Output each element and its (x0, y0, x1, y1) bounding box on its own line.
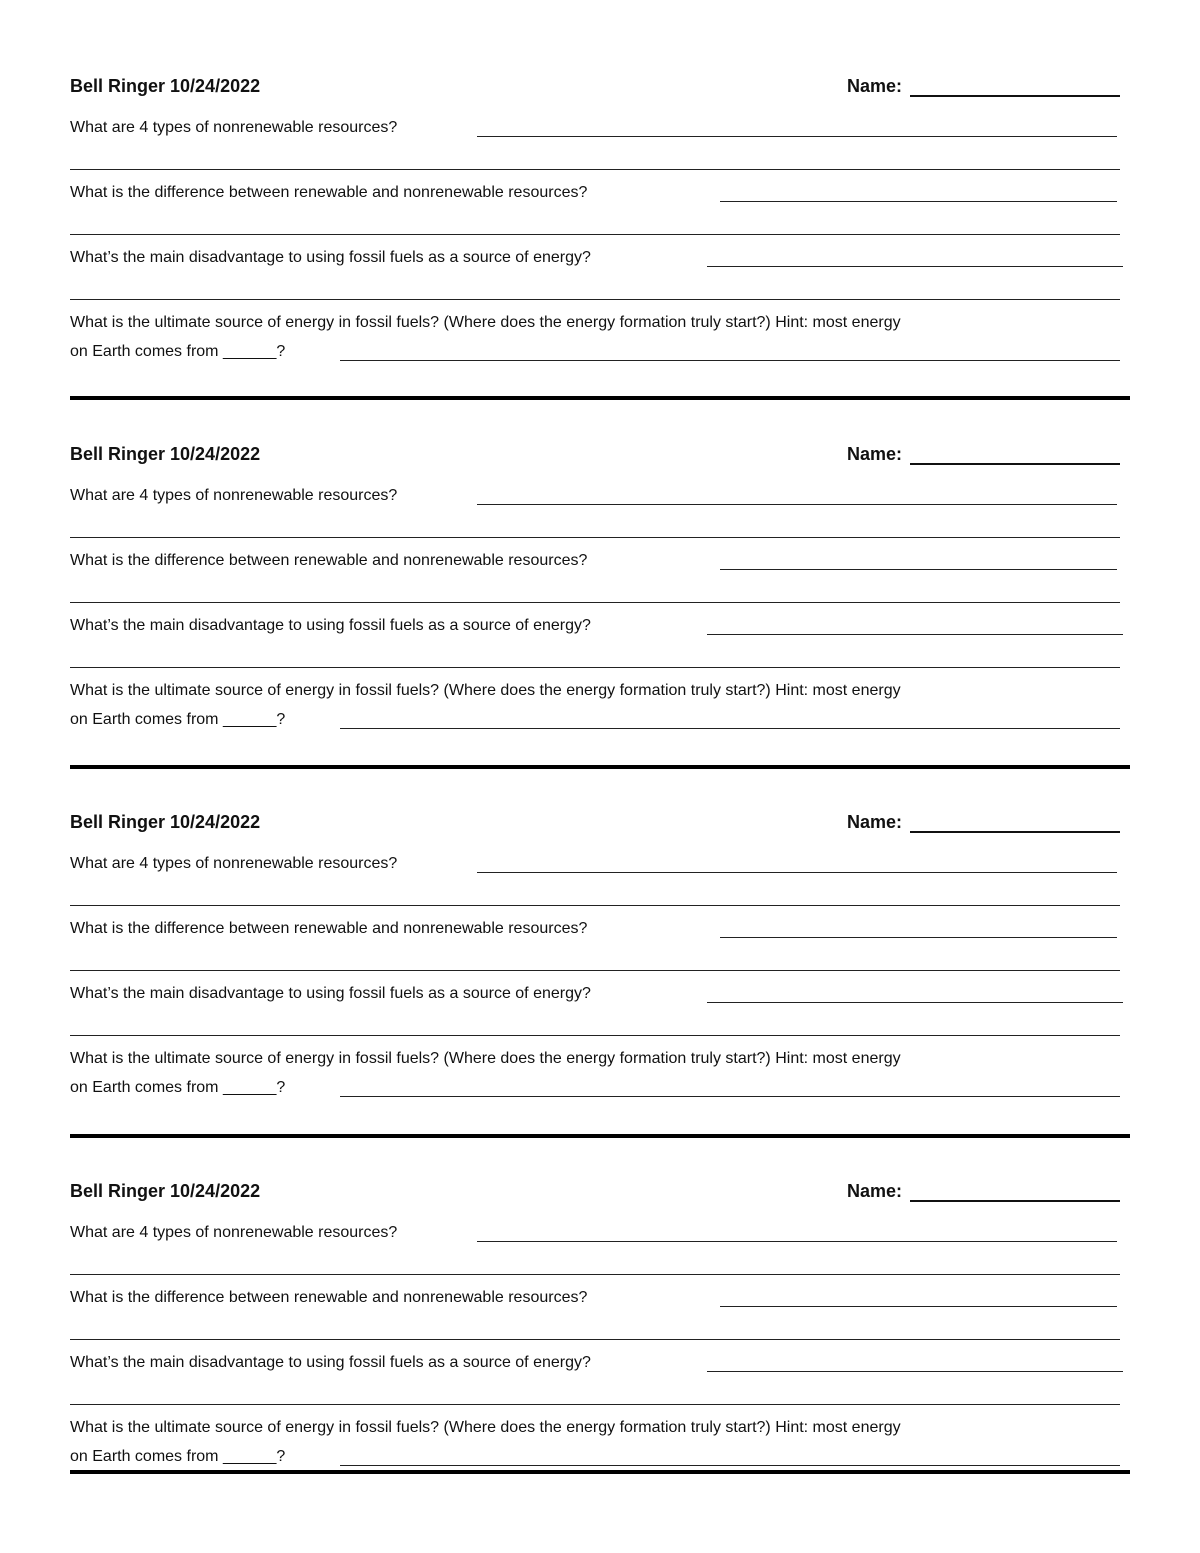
section-title: Bell Ringer 10/24/2022 (70, 812, 261, 832)
question-4-continued: on Earth comes from ______? (70, 711, 286, 728)
name-answer-line[interactable] (910, 95, 1120, 97)
name-answer-line[interactable] (910, 1200, 1120, 1202)
question-2: What is the difference between renewable and nonrenewable resources? (70, 552, 588, 569)
answer-line[interactable] (477, 504, 1117, 505)
question-4-continued: on Earth comes from ______? (70, 1079, 286, 1096)
section-divider (70, 396, 1130, 400)
question-3: What’s the main disadvantage to using fossil fuels as a source of energy? (70, 1354, 591, 1371)
section-divider (70, 765, 1130, 769)
answer-line[interactable] (70, 970, 1120, 971)
answer-line[interactable] (70, 169, 1120, 170)
question-4-continued: on Earth comes from ______? (70, 1448, 286, 1465)
question-2: What is the difference between renewable and nonrenewable resources? (70, 1289, 588, 1306)
answer-line[interactable] (340, 728, 1120, 729)
question-4: What is the ultimate source of energy in fossil fuels? (Where does the energy formation truly start?) Hint: most energy (70, 1050, 901, 1067)
answer-line[interactable] (340, 1096, 1120, 1097)
section-title: Bell Ringer 10/24/2022 (70, 444, 261, 464)
bell-ringer-section-2 (70, 440, 1130, 740)
name-label: Name: (847, 1181, 903, 1201)
question-4: What is the ultimate source of energy in fossil fuels? (Where does the energy formation truly start?) Hint: most energy (70, 682, 901, 699)
answer-line[interactable] (707, 266, 1123, 267)
name-label: Name: (847, 812, 903, 832)
question-1: What are 4 types of nonrenewable resources? (70, 1224, 398, 1241)
answer-line[interactable] (70, 602, 1120, 603)
answer-line[interactable] (720, 937, 1117, 938)
question-2: What is the difference between renewable and nonrenewable resources? (70, 184, 588, 201)
section-divider (70, 1134, 1130, 1138)
question-4: What is the ultimate source of energy in fossil fuels? (Where does the energy formation truly start?) Hint: most energy (70, 314, 901, 331)
name-label: Name: (847, 444, 903, 464)
question-1: What are 4 types of nonrenewable resources? (70, 487, 398, 504)
answer-line[interactable] (720, 569, 1117, 570)
answer-line[interactable] (340, 360, 1120, 361)
question-4-continued: on Earth comes from ______? (70, 343, 286, 360)
answer-line[interactable] (70, 1339, 1120, 1340)
answer-line[interactable] (70, 299, 1120, 300)
answer-line[interactable] (477, 136, 1117, 137)
answer-line[interactable] (70, 1274, 1120, 1275)
name-answer-line[interactable] (910, 831, 1120, 833)
answer-line[interactable] (720, 1306, 1117, 1307)
section-title: Bell Ringer 10/24/2022 (70, 1181, 261, 1201)
name-label: Name: (847, 76, 903, 96)
answer-line[interactable] (70, 234, 1120, 235)
question-4: What is the ultimate source of energy in fossil fuels? (Where does the energy formation truly start?) Hint: most energy (70, 1419, 901, 1436)
answer-line[interactable] (707, 1371, 1123, 1372)
answer-line[interactable] (70, 1404, 1120, 1405)
question-1: What are 4 types of nonrenewable resources? (70, 855, 398, 872)
answer-line[interactable] (707, 1002, 1123, 1003)
section-divider (70, 1470, 1130, 1474)
answer-line[interactable] (70, 905, 1120, 906)
bell-ringer-section-1 (70, 72, 1130, 372)
question-3: What’s the main disadvantage to using fossil fuels as a source of energy? (70, 617, 591, 634)
name-answer-line[interactable] (910, 463, 1120, 465)
answer-line[interactable] (720, 201, 1117, 202)
question-3: What’s the main disadvantage to using fossil fuels as a source of energy? (70, 985, 591, 1002)
question-3: What’s the main disadvantage to using fossil fuels as a source of energy? (70, 249, 591, 266)
answer-line[interactable] (477, 1241, 1117, 1242)
bell-ringer-section-4 (70, 1177, 1130, 1477)
answer-line[interactable] (707, 634, 1123, 635)
answer-line[interactable] (340, 1465, 1120, 1466)
answer-line[interactable] (477, 872, 1117, 873)
question-1: What are 4 types of nonrenewable resources? (70, 119, 398, 136)
answer-line[interactable] (70, 537, 1120, 538)
question-2: What is the difference between renewable and nonrenewable resources? (70, 920, 588, 937)
answer-line[interactable] (70, 667, 1120, 668)
answer-line[interactable] (70, 1035, 1120, 1036)
bell-ringer-section-3 (70, 808, 1130, 1108)
section-title: Bell Ringer 10/24/2022 (70, 76, 261, 96)
